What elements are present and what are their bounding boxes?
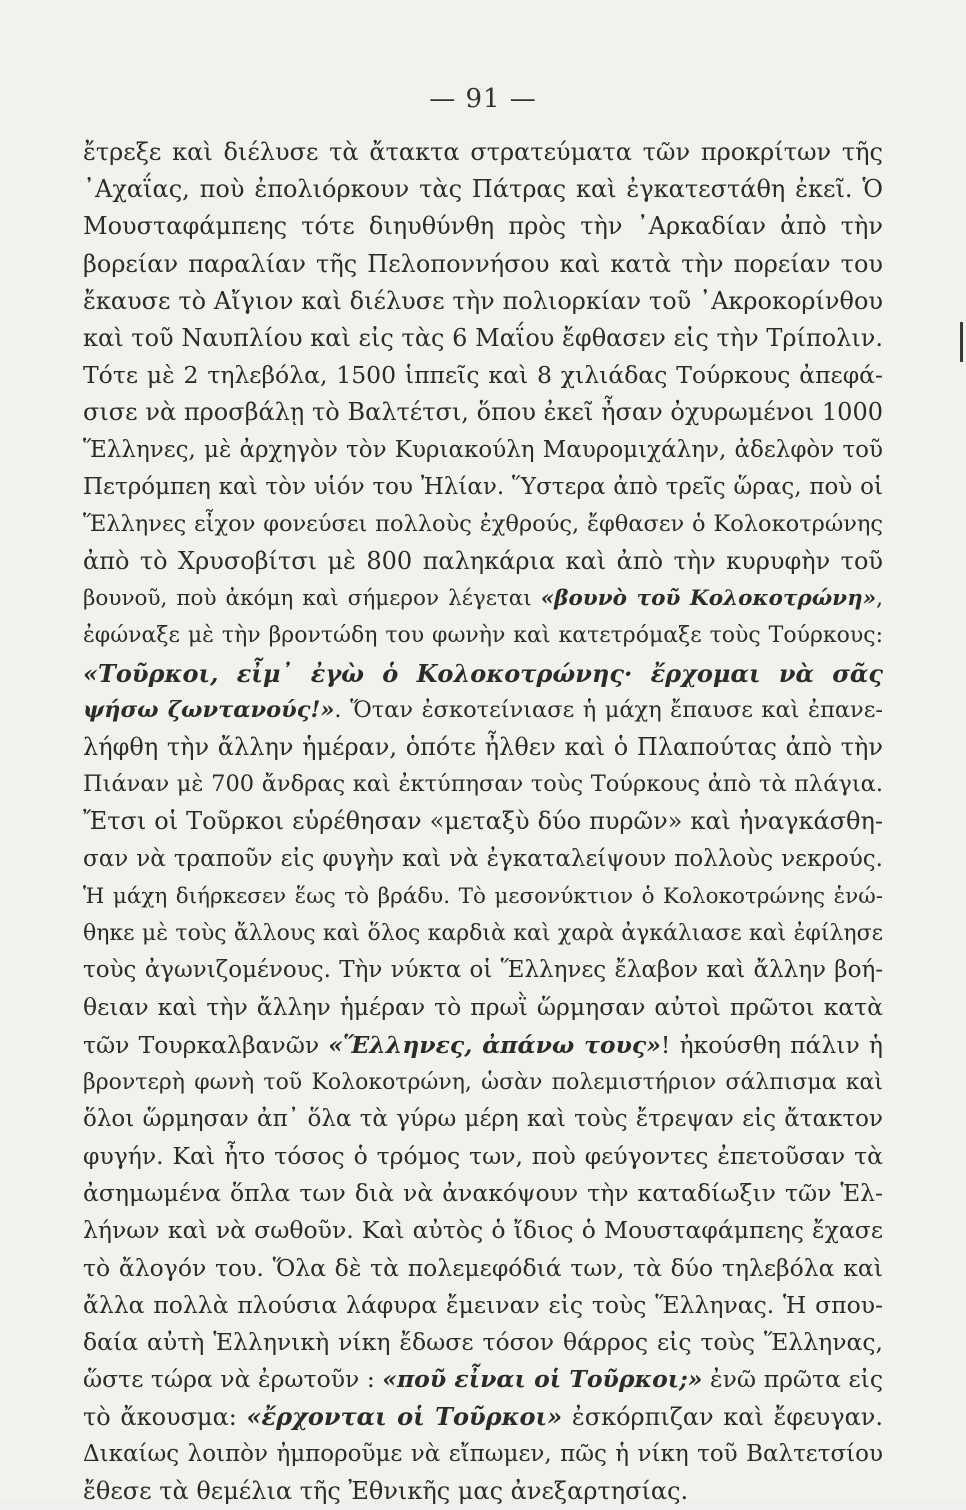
text-line: τοὺς ἀγωνιζομένους. Τὴν νύκτα οἱ Ἕλληνες ἔλαβον καὶ ἄλλην βοή- <box>83 957 883 984</box>
body-text <box>83 134 883 1510</box>
text-line: ἀπὸ τὸ Χρυσοβίτσι μὲ 800 παληκάρια καὶ ἀπὸ τὴν κυρυφὴν τοῦ <box>83 547 883 576</box>
text-line: Ἡ μάχη διήρκεσεν ἕως τὸ βράδυ. Τὸ μεσονύκτιον ὁ Κολοκοτρώνης ἑνώ- <box>83 883 883 909</box>
text-line: ὅλοι ὥρμησαν ἀπ᾿ ὅλα τὰ γύρω μέρη καὶ τοὺς ἔτρεψαν εἰς ἄτακτον <box>83 1105 883 1132</box>
text-line: Πιάναν μὲ 700 ἄνδρας καὶ ἐκτύπησαν τοὺς Τούρκους ἀπὸ τὰ πλάγια. <box>83 771 883 798</box>
text-line: ἔθεσε τὰ θεμέλια τῆς Ἐθνικῆς μας ἀνεξαρτησίας. <box>83 1476 689 1505</box>
text-line: βορείαν παραλίαν τῆς Πελοποννήσου καὶ κατὰ τὴν πορείαν του <box>83 249 883 278</box>
text-line: τὸ ἄλογόν του. Ὅλα δὲ τὰ πολεμεφόδιά των, τὰ δύο τηλεβόλα καὶ <box>83 1253 883 1282</box>
text-line <box>83 1398 883 1435</box>
text-line: ἔτρεξε καὶ διέλυσε τὰ ἄτακτα στρατεύματα τῶν προκρίτων τῆς <box>83 138 883 166</box>
text-line: ἔκαυσε τὸ Αἴγιον καὶ διέλυσε τὴν πολιορκίαν τοῦ ᾿Ακροκορίνθου <box>83 286 883 315</box>
text-line: Ἔτσι οἱ Τοῦρκοι εὑρέθησαν «μεταξὺ δύο πυρῶν» καὶ ἠναγκάσθη- <box>83 807 883 836</box>
emphasized-quote: «Ἕλληνες, ἀπάνω τους» <box>328 1030 661 1059</box>
text-line: δαία αὐτὴ Ἑλληνικὴ νίκη ἔδωσε τόσον θάρρος εἰς τοὺς Ἕλληνας, <box>83 1328 883 1356</box>
text-segment: ἐνῶ πρῶτα εἰς <box>702 1365 884 1394</box>
text-segment: ὥστε τώρα νὰ ἐρωτοῦν : <box>83 1365 383 1394</box>
text-segment: τῶν Τουρκαλβανῶν <box>83 1030 329 1059</box>
text-segment: τὸ ἄκουσμα: <box>83 1403 247 1432</box>
text-line: ἄλλα πολλὰ πλούσια λάφυρα ἔμειναν εἰς τοὺς Ἕλληνας. Ἡ σπου- <box>83 1290 883 1319</box>
text-line: Ἕλληνες, μὲ ἀρχηγὸν τὸν Κυριακούλη Μαυρομιχάλην, ἀδελφὸν τοῦ <box>83 436 883 463</box>
text-segment: βουνοῦ, ποὺ ἀκόμη καὶ σήμερον λέγεται <box>83 586 541 612</box>
text-line: βροντερὴ φωνὴ τοῦ Κολοκοτρώνη, ὡσὰν πολεμιστήριον σάλπισμα καὶ <box>83 1069 883 1095</box>
emphasized-quote: ψήσω ζωντανούς!» <box>83 696 335 723</box>
text-line: Πετρόμπεη καὶ τὸν υἱόν του Ἠλίαν. Ὕστερα ἀπὸ τρεῖς ὥρας, ποὺ οἱ <box>83 473 883 500</box>
text-line: λήνων καὶ νὰ σωθοῦν. Καὶ αὐτὸς ὁ ἴδιος ὁ Μουσταφάμπεης ἔχασε <box>83 1216 883 1245</box>
text-line <box>83 655 883 692</box>
text-line: ᾿Αχαΐας, ποὺ ἐπολιόρκουν τὰς Πάτρας καὶ ἐγκατεστάθη ἐκεῖ. Ὁ <box>83 175 883 204</box>
text-segment: . Ὅταν ἐσκοτείνιασε ἡ μάχη ἔπαυσε καὶ ἐπανε- <box>334 696 883 723</box>
emphasized-quote: «ποῦ εἶναι οἱ Τοῦρκοι;» <box>382 1365 703 1394</box>
text-line: Ἕλληνες εἶχον φονεύσει πολλοὺς ἐχθρούς, ἔφθασεν ὁ Κολοκοτρώνης <box>83 510 883 537</box>
text-line: θειαν καὶ τὴν ἄλλην ἡμέραν τὸ πρωῒ ὥρμησαν αὐτοὶ πρῶτοι κατὰ <box>83 993 883 1022</box>
page-number: — 91 — <box>429 84 537 114</box>
text-line: σισε νὰ προσβάλῃ τὸ Βαλτέτσι, ὅπου ἐκεῖ ἦσαν ὀχυρωμένοι 1000 <box>83 398 883 427</box>
text-line: φυγήν. Καὶ ἦτο τόσος ὁ τρόμος των, ποὺ φεύγοντες ἐπετοῦσαν τὰ <box>83 1142 883 1171</box>
text-line <box>83 1361 883 1398</box>
emphasized-quote: «βουνὸ τοῦ Κολοκοτρώνη» <box>540 586 877 612</box>
text-segment: , <box>876 586 884 612</box>
text-line: Μουσταφάμπεης τότε διηυθύνθη πρὸς τὴν ᾿Αρκαδίαν ἀπὸ τὴν <box>83 212 883 241</box>
text-segment: ἐσκόρπιζαν καὶ ἔφευγαν. <box>562 1403 883 1432</box>
text-line <box>83 580 883 617</box>
text-line: σαν νὰ τραποῦν εἰς φυγὴν καὶ νὰ ἐγκαταλείψουν πολλοὺς νεκρούς. <box>83 845 883 872</box>
emphasized-quote: «Τοῦρκοι, εἶμ᾿ ἐγὼ ὁ Κολοκοτρώνης· ἔρχομαι νὰ σᾶς <box>83 658 883 688</box>
text-line <box>83 692 883 729</box>
text-line: λήφθη τὴν ἄλλην ἡμέραν, ὁπότε ἦλθεν καὶ ὁ Πλαπούτας ἀπὸ τὴν <box>83 733 883 761</box>
text-line: Τότε μὲ 2 τηλεβόλα, 1500 ἱππεῖς καὶ 8 χιλιάδας Τούρκους ἀπεφά- <box>83 361 883 390</box>
text-line: καὶ τοῦ Ναυπλίου καὶ εἰς τὰς 6 Μαΐου ἔφθασεν εἰς τὴν Τρίπολιν. <box>83 323 883 352</box>
emphasized-quote: «ἔρχονται οἱ Τοῦρκοι» <box>246 1402 563 1432</box>
page-edge-mark <box>960 322 963 362</box>
text-line: θηκε μὲ τοὺς ἄλλους καὶ ὅλος καρδιὰ καὶ χαρὰ ἀγκάλιασε καὶ ἐφίλησε <box>83 920 883 946</box>
text-segment: ! ἠκούσθη πάλιν ἡ <box>660 1030 883 1059</box>
text-line: Δικαίως λοιπὸν ἠμποροῦμε νὰ εἴπωμεν, πῶς ἡ νίκη τοῦ Βαλτετσίου <box>83 1440 883 1467</box>
text-line <box>83 1027 883 1064</box>
text-line: ἀσημωμένα ὅπλα των διὰ νὰ ἀνακόψουν τὴν καταδίωξιν τῶν Ἑλ- <box>83 1179 883 1208</box>
text-line: ἐφώναξε μὲ τὴν βροντώδη του φωνὴν καὶ κατετρόμαξε τοὺς Τούρκους: <box>83 623 883 649</box>
